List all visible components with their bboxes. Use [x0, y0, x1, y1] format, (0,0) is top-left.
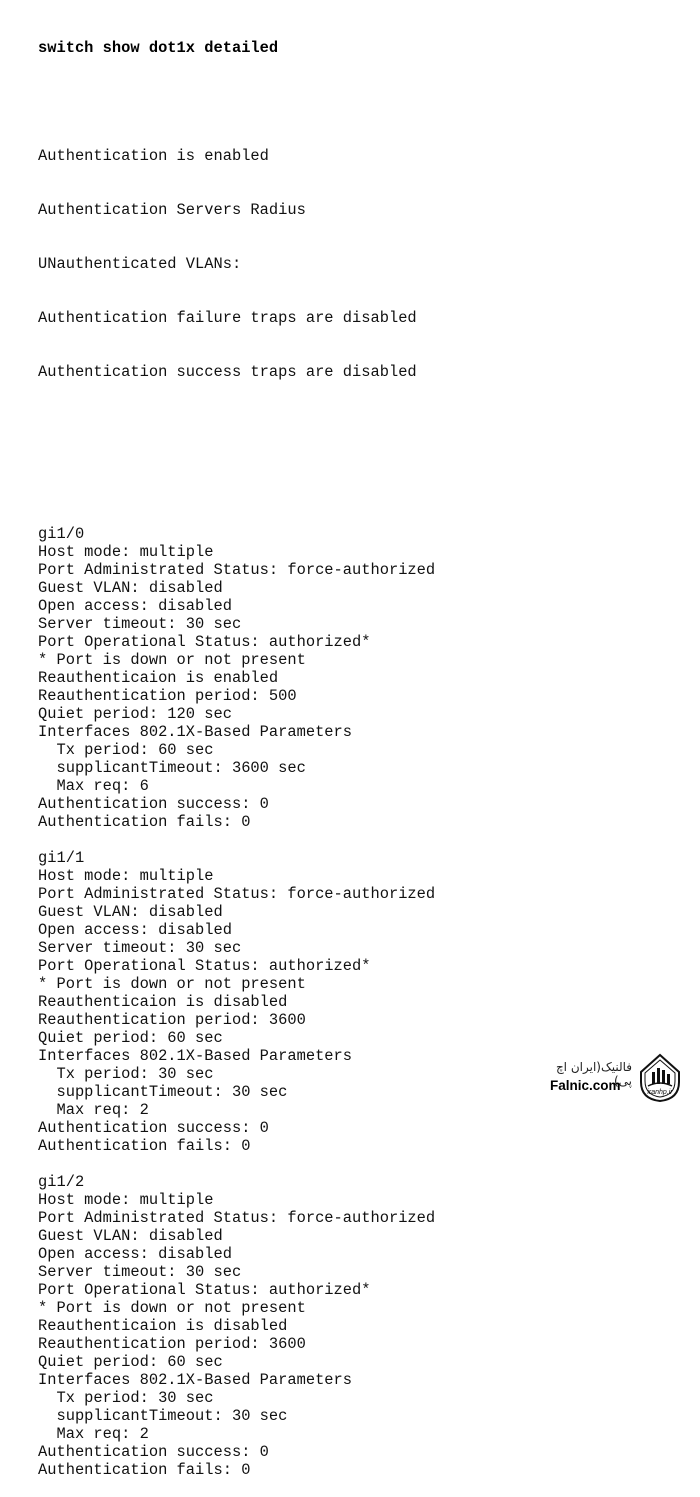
global-line: Authentication failure traps are disabled [38, 309, 417, 327]
port-detail-line: Authentication success: 0 [38, 1443, 269, 1461]
command-line: switch show dot1x detailed [38, 39, 279, 57]
port-detail-line: Quiet period: 120 sec [38, 705, 232, 723]
port-detail-line: Interfaces 802.1X-Based Parameters [38, 1047, 353, 1065]
port-detail-line: Host mode: multiple [38, 1191, 214, 1209]
port-detail-line: Tx period: 30 sec [38, 1389, 214, 1407]
port-detail-line: Server timeout: 30 sec [38, 615, 242, 633]
port-detail-line: Reauthentication period: 3600 [38, 1335, 306, 1353]
port-detail-line: Max req: 2 [38, 1425, 149, 1443]
port-detail-line: Port Administrated Status: force-authorized [38, 885, 436, 903]
blank-line [38, 93, 435, 111]
port-detail-line: Open access: disabled [38, 921, 232, 939]
port-detail-line: supplicantTimeout: 3600 sec [38, 759, 306, 777]
port-detail-line: * Port is down or not present [38, 651, 306, 669]
port-detail-line: Authentication success: 0 [38, 1119, 269, 1137]
port-detail-line: Port Operational Status: authorized* [38, 1281, 371, 1299]
watermark-badge-text: iranhp.ir [647, 1089, 673, 1096]
port-detail-line: Host mode: multiple [38, 543, 214, 561]
port-detail-line: Authentication fails: 0 [38, 813, 251, 831]
watermark-persian-text: فالنیک(ایران اچ پی) [555, 1060, 632, 1088]
port-detail-line: Guest VLAN: disabled [38, 579, 223, 597]
port-detail-line: Open access: disabled [38, 597, 232, 615]
port-detail-line: Host mode: multiple [38, 867, 214, 885]
port-detail-line: Authentication fails: 0 [38, 1137, 251, 1155]
port-detail-line: Interfaces 802.1X-Based Parameters [38, 723, 353, 741]
blank-line [38, 471, 435, 489]
port-detail-line: Authentication success: 0 [38, 795, 269, 813]
port-detail-line: Open access: disabled [38, 1245, 232, 1263]
port-detail-line: Guest VLAN: disabled [38, 1227, 223, 1245]
port-detail-line: Interfaces 802.1X-Based Parameters [38, 1371, 353, 1389]
port-detail-line: Max req: 2 [38, 1101, 149, 1119]
falnic-logo-icon [634, 1052, 686, 1104]
port-detail-line: Port Operational Status: authorized* [38, 633, 371, 651]
port-detail-line: supplicantTimeout: 30 sec [38, 1407, 288, 1425]
port-detail-line: Tx period: 30 sec [38, 1065, 214, 1083]
port-detail-line: Guest VLAN: disabled [38, 903, 223, 921]
port-detail-line: supplicantTimeout: 30 sec [38, 1083, 288, 1101]
watermark-brand-text: Falnic.com [550, 1078, 621, 1093]
port-detail-line: Reauthenticaion is enabled [38, 669, 279, 687]
port-name: gi1/2 [38, 1173, 85, 1191]
port-name: gi1/1 [38, 849, 85, 867]
port-detail-line: Server timeout: 30 sec [38, 1263, 242, 1281]
port-detail-line: Server timeout: 30 sec [38, 939, 242, 957]
port-name: gi1/0 [38, 525, 85, 543]
port-detail-line: * Port is down or not present [38, 975, 306, 993]
port-detail-line: * Port is down or not present [38, 1299, 306, 1317]
global-line: Authentication is enabled [38, 147, 269, 165]
port-detail-line: Quiet period: 60 sec [38, 1353, 223, 1371]
port-detail-line: Max req: 6 [38, 777, 149, 795]
port-detail-line: Reauthentication period: 500 [38, 687, 297, 705]
terminal-output [38, 3, 435, 1497]
port-detail-line: Quiet period: 60 sec [38, 1029, 223, 1047]
port-detail-line: Reauthentication period: 3600 [38, 1011, 306, 1029]
port-blocks [38, 525, 435, 1479]
port-detail-line: Authentication fails: 0 [38, 1461, 251, 1479]
blank-line [38, 1155, 435, 1173]
blank-line [38, 417, 435, 435]
global-line: Authentication success traps are disabled [38, 363, 417, 381]
port-detail-line: Tx period: 60 sec [38, 741, 214, 759]
port-detail-line: Port Administrated Status: force-authorized [38, 561, 436, 579]
global-line: Authentication Servers Radius [38, 201, 306, 219]
port-detail-line: Port Administrated Status: force-authorized [38, 1209, 436, 1227]
global-line: UNauthenticated VLANs: [38, 255, 242, 273]
falnic-watermark [548, 1050, 688, 1108]
port-detail-line: Reauthenticaion is disabled [38, 993, 288, 1011]
port-detail-line: Reauthenticaion is disabled [38, 1317, 288, 1335]
blank-line [38, 831, 435, 849]
port-detail-line: Port Operational Status: authorized* [38, 957, 371, 975]
